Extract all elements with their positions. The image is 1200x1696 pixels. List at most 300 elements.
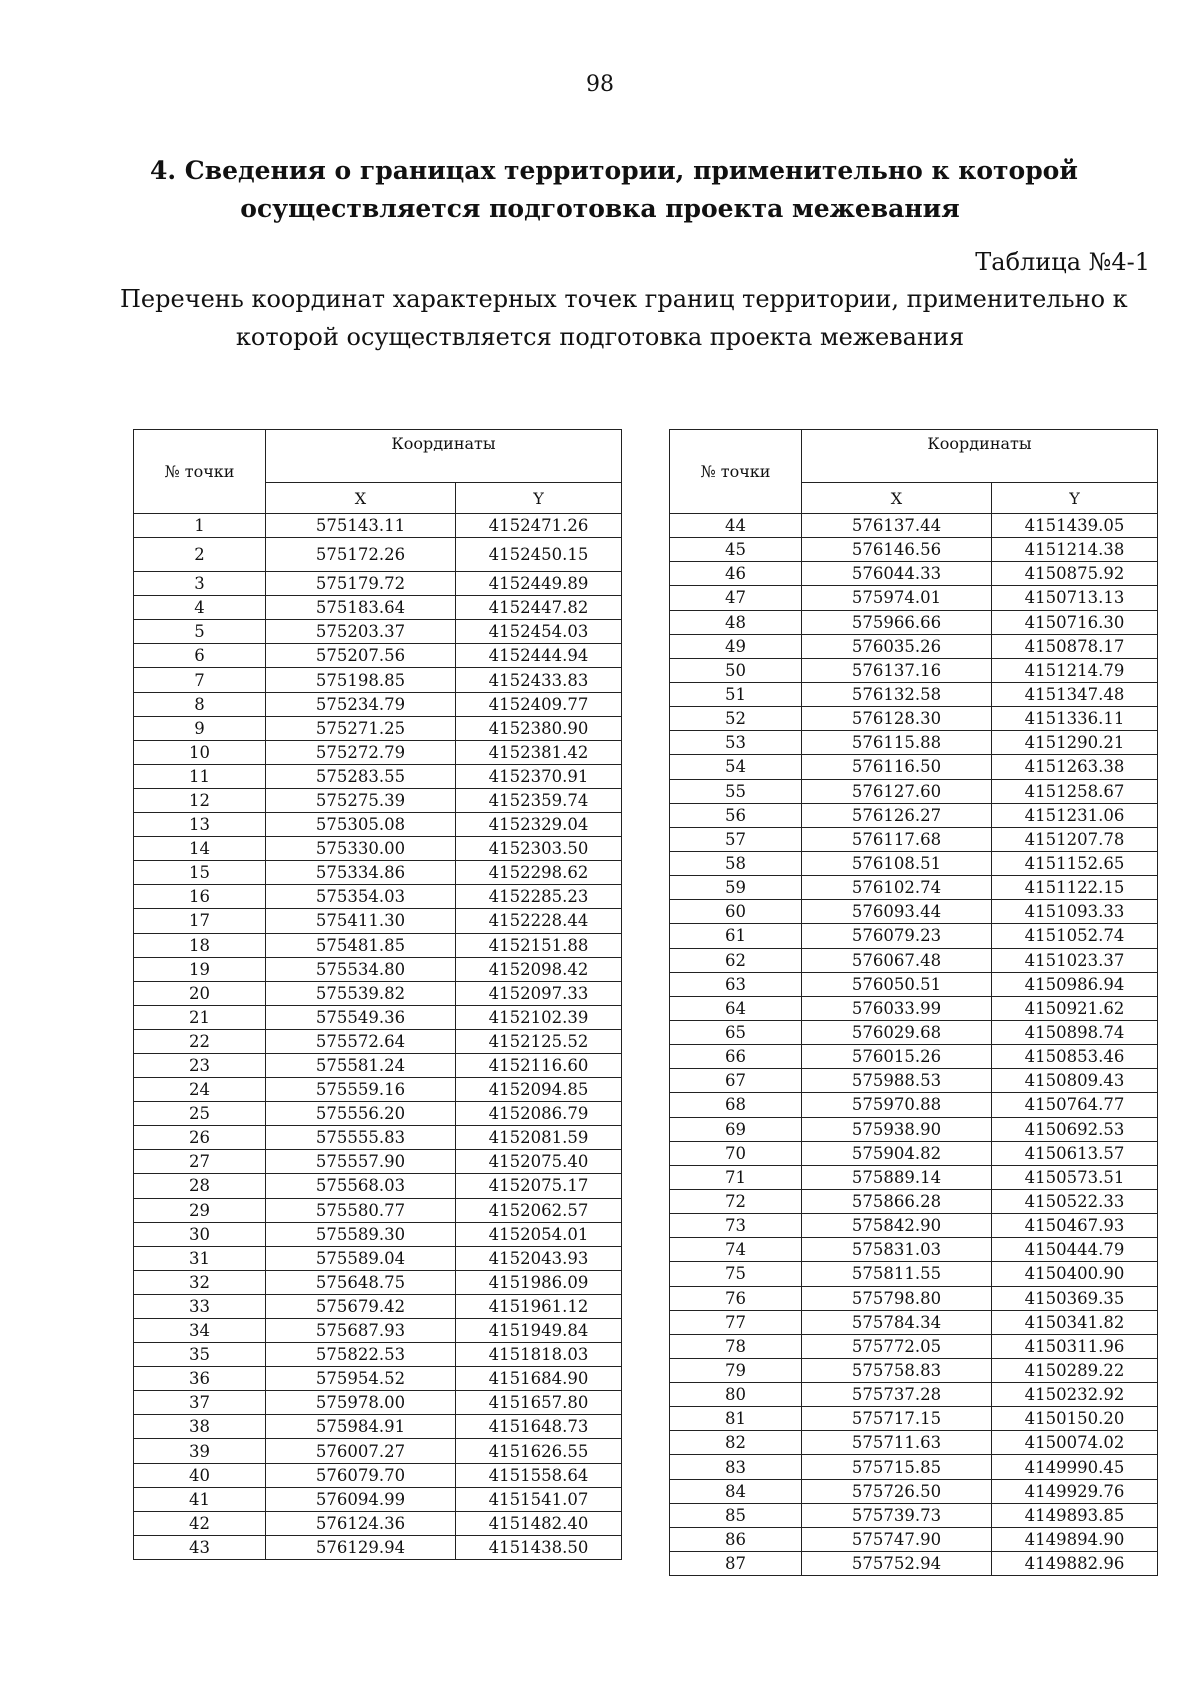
point-number-cell: 34 (134, 1319, 266, 1343)
table-row (134, 1270, 622, 1294)
x-coordinate-cell: 576094.99 (266, 1487, 456, 1511)
point-number-cell: 48 (670, 610, 802, 634)
x-coordinate-cell: 575305.08 (266, 813, 456, 837)
point-number-cell: 80 (670, 1383, 802, 1407)
y-coordinate-cell: 4151648.73 (456, 1415, 622, 1439)
y-coordinate-cell: 4152075.17 (456, 1174, 622, 1198)
point-number-cell: 28 (134, 1174, 266, 1198)
y-coordinate-cell: 4149882.96 (992, 1552, 1158, 1576)
table-row (134, 1029, 622, 1053)
x-coordinate-cell: 575970.88 (802, 1093, 992, 1117)
x-coordinate-cell: 575534.80 (266, 957, 456, 981)
point-number-cell: 49 (670, 634, 802, 658)
table-row (134, 957, 622, 981)
x-coordinate-cell: 575717.15 (802, 1407, 992, 1431)
y-coordinate-cell: 4152081.59 (456, 1126, 622, 1150)
table-row (134, 1487, 622, 1511)
table-label: Таблица №4-1 (975, 248, 1150, 276)
table-row (134, 1535, 622, 1559)
table-row (670, 1527, 1158, 1551)
point-number-cell: 47 (670, 586, 802, 610)
x-coordinate-cell: 576015.26 (802, 1045, 992, 1069)
x-coordinate-cell: 576128.30 (802, 707, 992, 731)
y-coordinate-cell: 4151541.07 (456, 1487, 622, 1511)
table-caption (120, 280, 1128, 356)
x-coordinate-cell: 575179.72 (266, 572, 456, 596)
x-coordinate-cell: 575711.63 (802, 1431, 992, 1455)
x-coordinate-cell: 575580.77 (266, 1198, 456, 1222)
x-coordinate-cell: 575687.93 (266, 1319, 456, 1343)
table-row (134, 1415, 622, 1439)
point-number-cell: 24 (134, 1078, 266, 1102)
point-number-cell: 39 (134, 1439, 266, 1463)
x-coordinate-cell: 576126.27 (802, 803, 992, 827)
table-row (670, 707, 1158, 731)
table-row (134, 933, 622, 957)
point-number-cell: 29 (134, 1198, 266, 1222)
page-number: 98 (586, 72, 614, 97)
point-number-cell: 50 (670, 658, 802, 682)
point-number-cell: 65 (670, 1020, 802, 1044)
y-coordinate-cell: 4151152.65 (992, 851, 1158, 875)
y-coordinate-cell: 4152454.03 (456, 620, 622, 644)
table-row (134, 861, 622, 885)
y-coordinate-cell: 4150232.92 (992, 1383, 1158, 1407)
table-row (134, 1053, 622, 1077)
y-coordinate-cell: 4151336.11 (992, 707, 1158, 731)
table-row (670, 1141, 1158, 1165)
y-coordinate-cell: 4152098.42 (456, 957, 622, 981)
y-coordinate-cell: 4151207.78 (992, 827, 1158, 851)
table-row (134, 668, 622, 692)
y-header: Y (992, 483, 1158, 514)
x-coordinate-cell: 575354.03 (266, 885, 456, 909)
point-number-cell: 8 (134, 692, 266, 716)
x-coordinate-cell: 575198.85 (266, 668, 456, 692)
x-coordinate-cell: 576115.88 (802, 731, 992, 755)
point-number-cell: 35 (134, 1343, 266, 1367)
table-row (134, 1222, 622, 1246)
point-number-cell: 19 (134, 957, 266, 981)
x-coordinate-cell: 576117.68 (802, 827, 992, 851)
y-coordinate-cell: 4152125.52 (456, 1029, 622, 1053)
point-number-header: № точки (134, 430, 266, 514)
y-coordinate-cell: 4150613.57 (992, 1141, 1158, 1165)
x-coordinate-cell: 575772.05 (802, 1334, 992, 1358)
x-coordinate-cell: 575889.14 (802, 1165, 992, 1189)
point-number-cell: 74 (670, 1238, 802, 1262)
x-coordinate-cell: 576007.27 (266, 1439, 456, 1463)
y-coordinate-cell: 4151657.80 (456, 1391, 622, 1415)
x-coordinate-cell: 576035.26 (802, 634, 992, 658)
table-row (134, 981, 622, 1005)
x-coordinate-cell: 576093.44 (802, 900, 992, 924)
table-row (134, 1078, 622, 1102)
x-coordinate-cell: 575271.25 (266, 716, 456, 740)
x-coordinate-cell: 576124.36 (266, 1511, 456, 1535)
table-row (134, 716, 622, 740)
table-row (670, 1214, 1158, 1238)
table-row (670, 1552, 1158, 1576)
table-row (134, 885, 622, 909)
x-coordinate-cell: 575679.42 (266, 1294, 456, 1318)
y-coordinate-cell: 4151347.48 (992, 682, 1158, 706)
y-coordinate-cell: 4152370.91 (456, 764, 622, 788)
y-coordinate-cell: 4151214.79 (992, 658, 1158, 682)
table-row (134, 1005, 622, 1029)
point-number-cell: 16 (134, 885, 266, 909)
x-coordinate-cell: 576146.56 (802, 538, 992, 562)
table-row (670, 1431, 1158, 1455)
x-coordinate-cell: 575739.73 (802, 1503, 992, 1527)
y-coordinate-cell: 4152285.23 (456, 885, 622, 909)
point-number-cell: 60 (670, 900, 802, 924)
point-number-cell: 59 (670, 876, 802, 900)
y-coordinate-cell: 4152303.50 (456, 837, 622, 861)
point-number-cell: 79 (670, 1358, 802, 1382)
table-row (134, 1294, 622, 1318)
y-header: Y (456, 483, 622, 514)
point-number-cell: 83 (670, 1455, 802, 1479)
table-row (670, 1286, 1158, 1310)
x-coordinate-cell: 575589.30 (266, 1222, 456, 1246)
x-coordinate-cell: 576116.50 (802, 755, 992, 779)
point-number-cell: 27 (134, 1150, 266, 1174)
y-coordinate-cell: 4151949.84 (456, 1319, 622, 1343)
table-row (670, 1045, 1158, 1069)
table-row (670, 1020, 1158, 1044)
point-number-cell: 42 (134, 1511, 266, 1535)
y-coordinate-cell: 4151263.38 (992, 755, 1158, 779)
y-coordinate-cell: 4151231.06 (992, 803, 1158, 827)
x-coordinate-cell: 576129.94 (266, 1535, 456, 1559)
x-header: X (266, 483, 456, 514)
point-number-cell: 2 (134, 538, 266, 572)
point-number-cell: 41 (134, 1487, 266, 1511)
y-coordinate-cell: 4150809.43 (992, 1069, 1158, 1093)
x-coordinate-cell: 575557.90 (266, 1150, 456, 1174)
x-coordinate-cell: 575747.90 (802, 1527, 992, 1551)
x-coordinate-cell: 576079.23 (802, 924, 992, 948)
table-row (670, 803, 1158, 827)
x-coordinate-cell: 576033.99 (802, 996, 992, 1020)
point-number-cell: 84 (670, 1479, 802, 1503)
point-number-cell: 40 (134, 1463, 266, 1487)
point-number-cell: 32 (134, 1270, 266, 1294)
table-row (670, 1310, 1158, 1334)
section-title (150, 152, 1078, 228)
table-row (670, 1479, 1158, 1503)
point-number-cell: 33 (134, 1294, 266, 1318)
table-row (134, 764, 622, 788)
point-number-cell: 30 (134, 1222, 266, 1246)
x-coordinate-cell: 575966.66 (802, 610, 992, 634)
point-number-cell: 63 (670, 972, 802, 996)
y-coordinate-cell: 4151258.67 (992, 779, 1158, 803)
x-coordinate-cell: 575784.34 (802, 1310, 992, 1334)
point-number-cell: 56 (670, 803, 802, 827)
point-number-cell: 20 (134, 981, 266, 1005)
table-row (670, 1093, 1158, 1117)
table-row (134, 572, 622, 596)
point-number-cell: 52 (670, 707, 802, 731)
table-row (670, 972, 1158, 996)
table-row (134, 1439, 622, 1463)
y-coordinate-cell: 4151214.38 (992, 538, 1158, 562)
point-number-cell: 4 (134, 596, 266, 620)
x-coordinate-cell: 575481.85 (266, 933, 456, 957)
y-coordinate-cell: 4149894.90 (992, 1527, 1158, 1551)
x-coordinate-cell: 576067.48 (802, 948, 992, 972)
table-row (670, 900, 1158, 924)
y-coordinate-cell: 4151684.90 (456, 1367, 622, 1391)
y-coordinate-cell: 4151482.40 (456, 1511, 622, 1535)
x-coordinate-cell: 575559.16 (266, 1078, 456, 1102)
x-coordinate-cell: 575752.94 (802, 1552, 992, 1576)
table-row (670, 1117, 1158, 1141)
table-row (134, 644, 622, 668)
x-coordinate-cell: 575234.79 (266, 692, 456, 716)
point-number-cell: 13 (134, 813, 266, 837)
y-coordinate-cell: 4152380.90 (456, 716, 622, 740)
table-row (670, 586, 1158, 610)
y-coordinate-cell: 4152094.85 (456, 1078, 622, 1102)
point-number-cell: 62 (670, 948, 802, 972)
y-coordinate-cell: 4150522.33 (992, 1189, 1158, 1213)
point-number-cell: 6 (134, 644, 266, 668)
y-coordinate-cell: 4152433.83 (456, 668, 622, 692)
table-row (134, 1198, 622, 1222)
y-coordinate-cell: 4151626.55 (456, 1439, 622, 1463)
point-number-cell: 38 (134, 1415, 266, 1439)
y-coordinate-cell: 4152086.79 (456, 1102, 622, 1126)
point-number-cell: 1 (134, 514, 266, 538)
table-row (134, 1367, 622, 1391)
y-coordinate-cell: 4151986.09 (456, 1270, 622, 1294)
table-row (134, 1126, 622, 1150)
point-number-header: № точки (670, 430, 802, 514)
x-coordinate-cell: 575978.00 (266, 1391, 456, 1415)
y-coordinate-cell: 4150713.13 (992, 586, 1158, 610)
table-row (670, 514, 1158, 538)
x-coordinate-cell: 575715.85 (802, 1455, 992, 1479)
table-row (670, 1334, 1158, 1358)
table-row (670, 876, 1158, 900)
y-coordinate-cell: 4150898.74 (992, 1020, 1158, 1044)
point-number-cell: 18 (134, 933, 266, 957)
y-coordinate-cell: 4152102.39 (456, 1005, 622, 1029)
point-number-cell: 36 (134, 1367, 266, 1391)
y-coordinate-cell: 4150875.92 (992, 562, 1158, 586)
y-coordinate-cell: 4151439.05 (992, 514, 1158, 538)
point-number-cell: 22 (134, 1029, 266, 1053)
x-coordinate-cell: 575988.53 (802, 1069, 992, 1093)
x-coordinate-cell: 575811.55 (802, 1262, 992, 1286)
y-coordinate-cell: 4150878.17 (992, 634, 1158, 658)
x-coordinate-cell: 576132.58 (802, 682, 992, 706)
x-coordinate-cell: 575555.83 (266, 1126, 456, 1150)
y-coordinate-cell: 4152447.82 (456, 596, 622, 620)
table-row (134, 538, 622, 572)
x-coordinate-cell: 575974.01 (802, 586, 992, 610)
point-number-cell: 44 (670, 514, 802, 538)
table-row (134, 1246, 622, 1270)
x-coordinate-cell: 575172.26 (266, 538, 456, 572)
point-number-cell: 58 (670, 851, 802, 875)
y-coordinate-cell: 4150467.93 (992, 1214, 1158, 1238)
point-number-cell: 31 (134, 1246, 266, 1270)
y-coordinate-cell: 4149990.45 (992, 1455, 1158, 1479)
x-coordinate-cell: 576050.51 (802, 972, 992, 996)
table-row (670, 562, 1158, 586)
point-number-cell: 86 (670, 1527, 802, 1551)
point-number-cell: 53 (670, 731, 802, 755)
y-coordinate-cell: 4151052.74 (992, 924, 1158, 948)
coordinates-header: Координаты (266, 430, 622, 483)
table-caption-line-2: которой осуществляется подготовка проекта межевания (235, 323, 965, 351)
table-row (134, 1174, 622, 1198)
table-row (134, 620, 622, 644)
x-coordinate-cell: 575411.30 (266, 909, 456, 933)
y-coordinate-cell: 4150716.30 (992, 610, 1158, 634)
table-row (670, 1383, 1158, 1407)
x-coordinate-cell: 575737.28 (802, 1383, 992, 1407)
x-coordinate-cell: 576127.60 (802, 779, 992, 803)
y-coordinate-cell: 4150921.62 (992, 996, 1158, 1020)
point-number-cell: 9 (134, 716, 266, 740)
point-number-cell: 64 (670, 996, 802, 1020)
table-row (134, 1319, 622, 1343)
table-row (134, 788, 622, 812)
point-number-cell: 55 (670, 779, 802, 803)
point-number-cell: 57 (670, 827, 802, 851)
y-coordinate-cell: 4150400.90 (992, 1262, 1158, 1286)
point-number-cell: 11 (134, 764, 266, 788)
table-row (134, 514, 622, 538)
table-row (134, 837, 622, 861)
y-coordinate-cell: 4150573.51 (992, 1165, 1158, 1189)
y-coordinate-cell: 4152043.93 (456, 1246, 622, 1270)
point-number-cell: 15 (134, 861, 266, 885)
table-row (670, 996, 1158, 1020)
x-coordinate-cell: 575183.64 (266, 596, 456, 620)
coordinates-table-left (133, 429, 622, 1560)
point-number-cell: 72 (670, 1189, 802, 1213)
x-coordinate-cell: 576137.16 (802, 658, 992, 682)
x-coordinate-cell: 575984.91 (266, 1415, 456, 1439)
y-coordinate-cell: 4152298.62 (456, 861, 622, 885)
point-number-cell: 70 (670, 1141, 802, 1165)
y-coordinate-cell: 4150369.35 (992, 1286, 1158, 1310)
table-row (134, 692, 622, 716)
point-number-cell: 21 (134, 1005, 266, 1029)
y-coordinate-cell: 4152062.57 (456, 1198, 622, 1222)
y-coordinate-cell: 4152359.74 (456, 788, 622, 812)
y-coordinate-cell: 4151093.33 (992, 900, 1158, 924)
y-coordinate-cell: 4150853.46 (992, 1045, 1158, 1069)
y-coordinate-cell: 4150289.22 (992, 1358, 1158, 1382)
table-row (670, 682, 1158, 706)
point-number-cell: 43 (134, 1535, 266, 1559)
y-coordinate-cell: 4151961.12 (456, 1294, 622, 1318)
x-coordinate-cell: 576102.74 (802, 876, 992, 900)
y-coordinate-cell: 4152228.44 (456, 909, 622, 933)
y-coordinate-cell: 4150150.20 (992, 1407, 1158, 1431)
x-coordinate-cell: 575938.90 (802, 1117, 992, 1141)
x-header: X (802, 483, 992, 514)
x-coordinate-cell: 575203.37 (266, 620, 456, 644)
x-coordinate-cell: 575822.53 (266, 1343, 456, 1367)
y-coordinate-cell: 4152151.88 (456, 933, 622, 957)
point-number-cell: 66 (670, 1045, 802, 1069)
y-coordinate-cell: 4150074.02 (992, 1431, 1158, 1455)
point-number-cell: 14 (134, 837, 266, 861)
y-coordinate-cell: 4150692.53 (992, 1117, 1158, 1141)
y-coordinate-cell: 4150311.96 (992, 1334, 1158, 1358)
point-number-cell: 3 (134, 572, 266, 596)
x-coordinate-cell: 575556.20 (266, 1102, 456, 1126)
table-row (670, 731, 1158, 755)
x-coordinate-cell: 575648.75 (266, 1270, 456, 1294)
x-coordinate-cell: 575334.86 (266, 861, 456, 885)
x-coordinate-cell: 575581.24 (266, 1053, 456, 1077)
point-number-cell: 17 (134, 909, 266, 933)
x-coordinate-cell: 575798.80 (802, 1286, 992, 1310)
y-coordinate-cell: 4152054.01 (456, 1222, 622, 1246)
point-number-cell: 77 (670, 1310, 802, 1334)
table-row (670, 1069, 1158, 1093)
x-coordinate-cell: 575589.04 (266, 1246, 456, 1270)
section-title-line-2: осуществляется подготовка проекта межевания (240, 194, 960, 223)
point-number-cell: 73 (670, 1214, 802, 1238)
point-number-cell: 75 (670, 1262, 802, 1286)
point-number-cell: 25 (134, 1102, 266, 1126)
table-row (670, 1165, 1158, 1189)
point-number-cell: 45 (670, 538, 802, 562)
y-coordinate-cell: 4150341.82 (992, 1310, 1158, 1334)
point-number-cell: 81 (670, 1407, 802, 1431)
section-title-line-1: 4. Сведения о границах территории, применительно к которой (150, 156, 1078, 185)
x-coordinate-cell: 576108.51 (802, 851, 992, 875)
table-row (670, 1455, 1158, 1479)
y-coordinate-cell: 4150444.79 (992, 1238, 1158, 1262)
y-coordinate-cell: 4149893.85 (992, 1503, 1158, 1527)
x-coordinate-cell: 575283.55 (266, 764, 456, 788)
point-number-cell: 23 (134, 1053, 266, 1077)
x-coordinate-cell: 575842.90 (802, 1214, 992, 1238)
x-coordinate-cell: 576044.33 (802, 562, 992, 586)
table-row (670, 1358, 1158, 1382)
point-number-cell: 5 (134, 620, 266, 644)
y-coordinate-cell: 4152116.60 (456, 1053, 622, 1077)
point-number-cell: 82 (670, 1431, 802, 1455)
table-row (134, 813, 622, 837)
point-number-cell: 69 (670, 1117, 802, 1141)
table-row (670, 948, 1158, 972)
point-number-cell: 71 (670, 1165, 802, 1189)
table-row (134, 1343, 622, 1367)
table-row (670, 634, 1158, 658)
point-number-cell: 46 (670, 562, 802, 586)
table-caption-line-1: Перечень координат характерных точек границ территории, применительно к (120, 285, 1128, 313)
coordinates-table-right (669, 429, 1158, 1576)
y-coordinate-cell: 4151558.64 (456, 1463, 622, 1487)
x-coordinate-cell: 575568.03 (266, 1174, 456, 1198)
point-number-cell: 51 (670, 682, 802, 706)
x-coordinate-cell: 576137.44 (802, 514, 992, 538)
table-row (670, 1407, 1158, 1431)
x-coordinate-cell: 575330.00 (266, 837, 456, 861)
